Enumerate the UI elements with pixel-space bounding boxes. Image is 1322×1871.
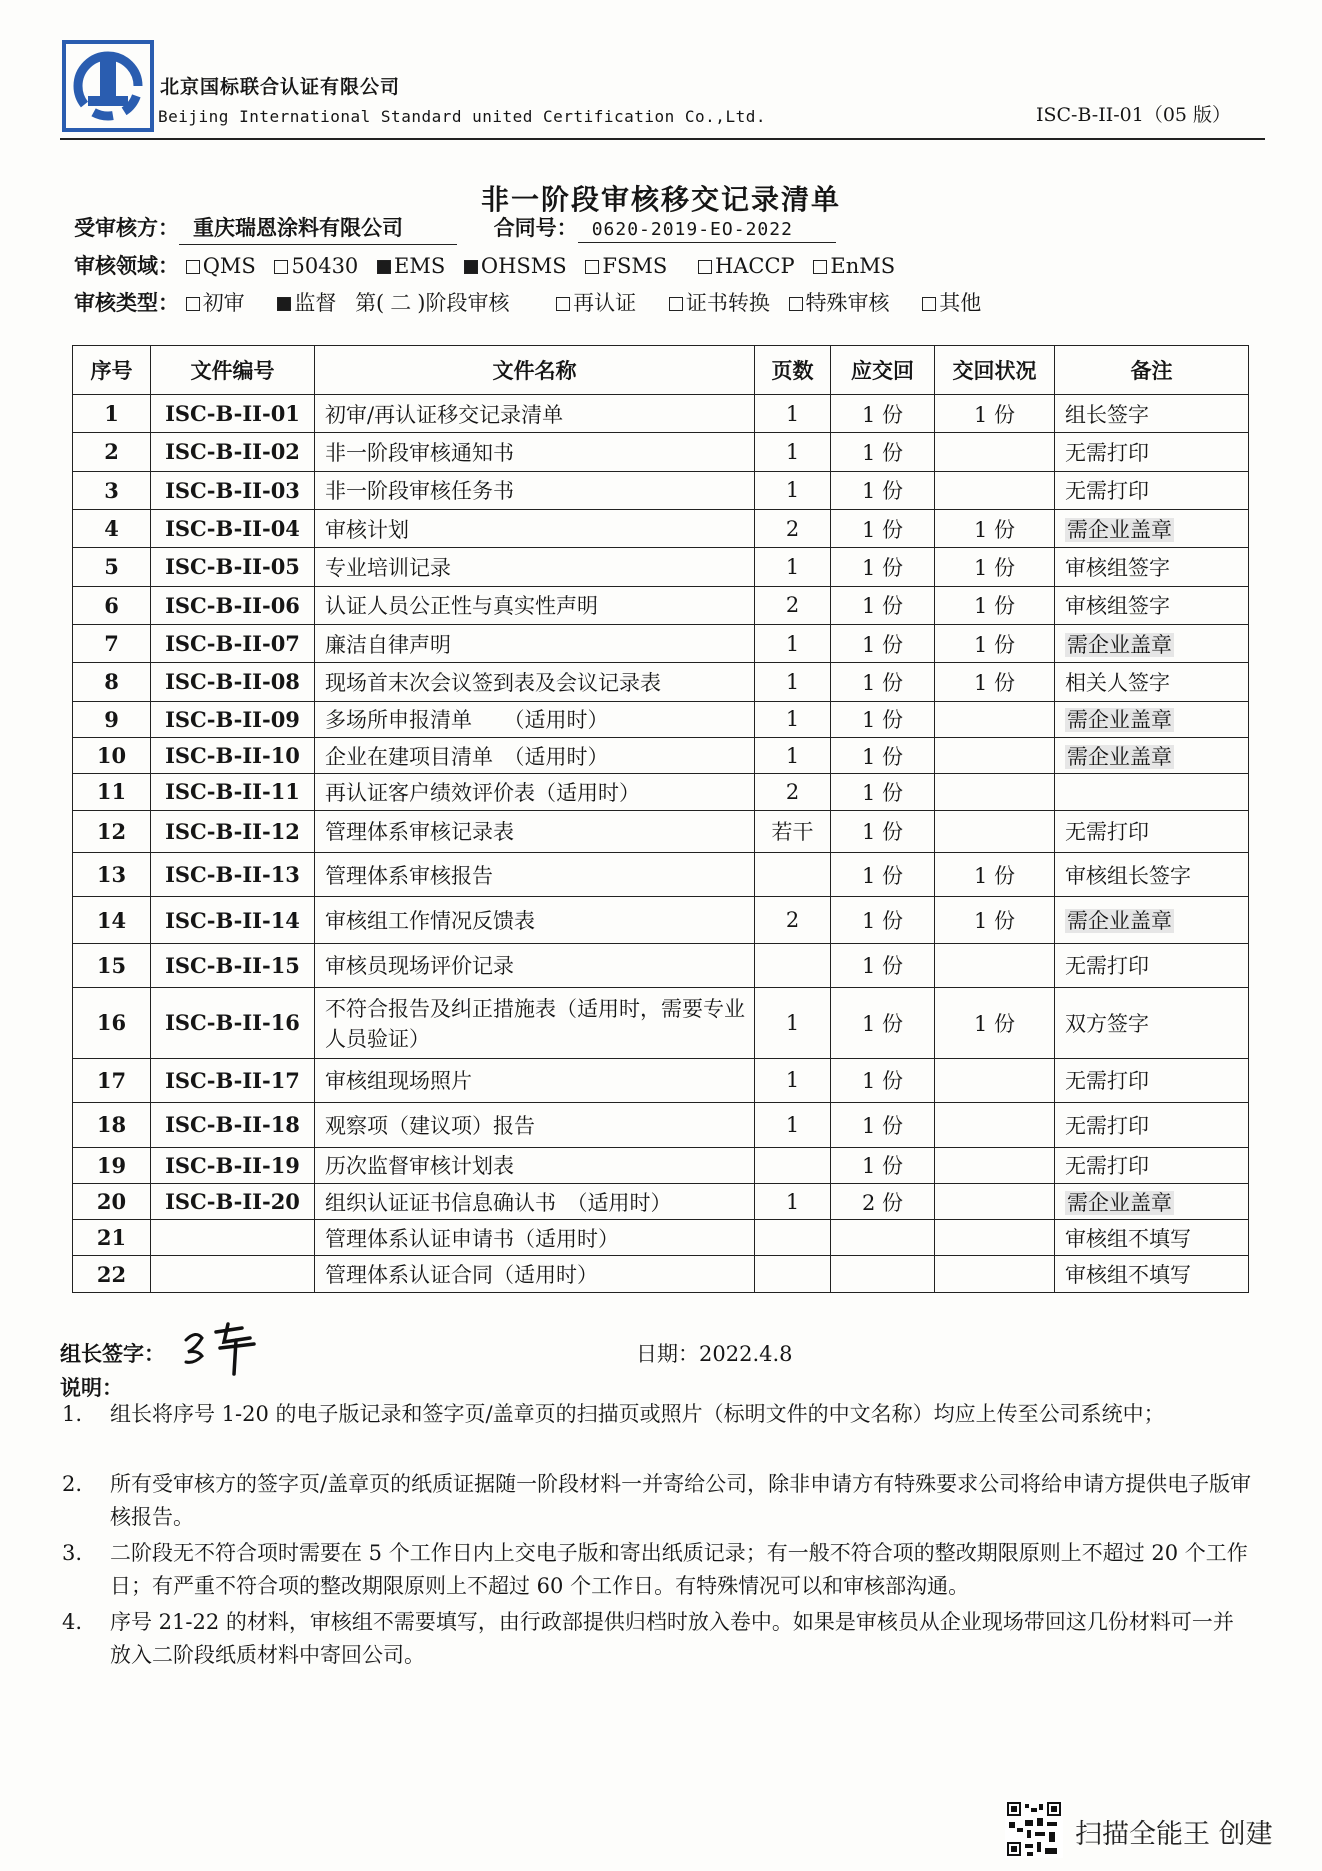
copies-due: 1 份 (831, 509, 935, 547)
file-name: 组织认证证书信息确认书 （适用时） (315, 1183, 755, 1219)
field-option-ems[interactable]: EMS (377, 254, 445, 278)
field-option-haccp[interactable]: HACCP (698, 254, 795, 278)
type-option-initial[interactable]: 初审 (186, 287, 245, 317)
page-count: 1 (755, 988, 831, 1059)
page-count: 1 (755, 433, 831, 471)
type-option-recert[interactable]: 再认证 (556, 287, 636, 317)
copies-returned: 1 份 (935, 395, 1055, 433)
handwritten-signature (180, 1318, 280, 1378)
file-code: ISC-B-II-07 (151, 624, 315, 662)
row-number: 3 (73, 471, 151, 509)
date-line (636, 1338, 793, 1368)
row-number: 9 (73, 701, 151, 737)
type-option-special[interactable]: 特殊审核 (789, 287, 890, 317)
row-number: 5 (73, 548, 151, 586)
type-option-surveillance[interactable]: 监督 (277, 287, 336, 317)
file-code: ISC-B-II-09 (151, 701, 315, 737)
date-value: 2022.4.8 (699, 1342, 793, 1366)
file-name: 管理体系认证合同（适用时） (315, 1256, 755, 1293)
page-count (755, 943, 831, 987)
file-name: 初审/再认证移交记录清单 (315, 395, 755, 433)
copies-due: 1 份 (831, 471, 935, 509)
company-name-cn: 北京国标联合认证有限公司 (160, 76, 401, 98)
note-item: 2. 所有受审核方的签字页/盖章页的纸质证据随一阶段材料一并寄给公司，除非申请方有特殊要求公司将给申请方提供电子版审核报告。 (62, 1472, 1252, 1529)
copies-returned (935, 1103, 1055, 1147)
row-number: 10 (73, 737, 151, 773)
table-header-row (73, 346, 1249, 395)
page-count: 1 (755, 663, 831, 701)
table-row (73, 471, 1249, 509)
table-row (73, 774, 1249, 810)
remark: 无需打印 (1055, 1147, 1249, 1183)
auditee-line (74, 212, 836, 245)
remark: 审核组不填写 (1055, 1256, 1249, 1293)
page-count: 1 (755, 624, 831, 662)
file-code: ISC-B-II-17 (151, 1058, 315, 1102)
table-row (73, 586, 1249, 624)
copies-due: 1 份 (831, 624, 935, 662)
remark: 需企业盖章 (1055, 624, 1249, 662)
table-row (73, 509, 1249, 547)
remark: 审核组签字 (1055, 586, 1249, 624)
document-list-table (72, 345, 1249, 1293)
copies-due: 1 份 (831, 663, 935, 701)
remark: 审核组不填写 (1055, 1220, 1249, 1256)
file-name: 多场所申报清单 （适用时） (315, 701, 755, 737)
page-count (755, 1220, 831, 1256)
file-name: 管理体系审核记录表 (315, 810, 755, 852)
header-name: 文件名称 (315, 346, 755, 395)
checkbox-checked-icon (377, 260, 391, 274)
auditee-label: 受审核方： (74, 215, 179, 240)
field-option-ohsms[interactable]: OHSMS (464, 254, 567, 278)
copies-returned (935, 1147, 1055, 1183)
table-row (73, 852, 1249, 896)
remark: 审核组签字 (1055, 548, 1249, 586)
checkbox-icon (698, 260, 712, 274)
header-note: 备注 (1055, 346, 1249, 395)
remark: 需企业盖章 (1055, 509, 1249, 547)
file-code: ISC-B-II-16 (151, 988, 315, 1059)
audit-fields-line (74, 250, 907, 280)
auditee-value: 重庆瑞恩涂料有限公司 (179, 212, 457, 245)
file-code: ISC-B-II-05 (151, 548, 315, 586)
file-code: ISC-B-II-15 (151, 943, 315, 987)
header-pages: 页数 (755, 346, 831, 395)
header-code: 文件编号 (151, 346, 315, 395)
remark: 无需打印 (1055, 1103, 1249, 1147)
table-body (73, 395, 1249, 1293)
file-name: 审核组工作情况反馈表 (315, 897, 755, 943)
header-no: 序号 (73, 346, 151, 395)
copies-due (831, 1220, 935, 1256)
row-number: 20 (73, 1183, 151, 1219)
remark: 无需打印 (1055, 943, 1249, 987)
remark: 无需打印 (1055, 433, 1249, 471)
copies-returned: 1 份 (935, 586, 1055, 624)
leader-signature-label: 组长签字： (60, 1341, 165, 1366)
file-name: 现场首末次会议签到表及会议记录表 (315, 663, 755, 701)
page-count: 2 (755, 586, 831, 624)
table-row (73, 1147, 1249, 1183)
remark: 需企业盖章 (1055, 737, 1249, 773)
copies-returned: 1 份 (935, 988, 1055, 1059)
table-row (73, 433, 1249, 471)
scanner-watermark: 扫描全能王 创建 (1075, 1819, 1273, 1850)
page-count: 1 (755, 471, 831, 509)
row-number: 11 (73, 774, 151, 810)
table-row (73, 1256, 1249, 1293)
file-name: 非一阶段审核任务书 (315, 471, 755, 509)
copies-returned (935, 1256, 1055, 1293)
file-name: 非一阶段审核通知书 (315, 433, 755, 471)
row-number: 2 (73, 433, 151, 471)
note-item: 1. 组长将序号 1-20 的电子版记录和签字页/盖章页的扫描页或照片（标明文件的中文名称）均应上传至公司系统中； (62, 1402, 1165, 1426)
copies-due: 1 份 (831, 943, 935, 987)
file-code: ISC-B-II-12 (151, 810, 315, 852)
row-number: 4 (73, 509, 151, 547)
copies-returned: 1 份 (935, 509, 1055, 547)
copies-due: 1 份 (831, 548, 935, 586)
copies-returned (935, 1183, 1055, 1219)
file-code: ISC-B-II-18 (151, 1103, 315, 1147)
notes-label: 说明： (60, 1375, 123, 1400)
page-count: 2 (755, 897, 831, 943)
remark: 无需打印 (1055, 810, 1249, 852)
field-option-qms[interactable]: QMS (186, 254, 256, 278)
row-number: 15 (73, 943, 151, 987)
company-name-en: Beijing International Standard united Certification Co.,Ltd. (158, 107, 766, 126)
file-code: ISC-B-II-06 (151, 586, 315, 624)
remark (1055, 774, 1249, 810)
row-number: 6 (73, 586, 151, 624)
file-name: 管理体系认证申请书（适用时） (315, 1220, 755, 1256)
checkbox-icon (186, 260, 200, 274)
file-code: ISC-B-II-13 (151, 852, 315, 896)
file-code: ISC-B-II-01 (151, 395, 315, 433)
page-count (755, 1256, 831, 1293)
table-row (73, 737, 1249, 773)
file-code: ISC-B-II-02 (151, 433, 315, 471)
remark: 双方签字 (1055, 988, 1249, 1059)
row-number: 22 (73, 1256, 151, 1293)
table-row (73, 624, 1249, 662)
qr-code-icon (1005, 1800, 1063, 1858)
page-count: 1 (755, 395, 831, 433)
remark: 需企业盖章 (1055, 1183, 1249, 1219)
copies-returned (935, 810, 1055, 852)
file-name: 专业培训记录 (315, 548, 755, 586)
row-number: 14 (73, 897, 151, 943)
copies-returned (935, 1058, 1055, 1102)
row-number: 1 (73, 395, 151, 433)
table-row (73, 1058, 1249, 1102)
file-name: 认证人员公正性与真实性声明 (315, 586, 755, 624)
table-row (73, 810, 1249, 852)
copies-returned (935, 737, 1055, 773)
checkbox-icon (186, 297, 200, 311)
copies-due: 1 份 (831, 395, 935, 433)
note-item: 4. 序号 21-22 的材料，审核组不需要填写，由行政部提供归档时放入卷中。如果是审核员从企业现场带回这几份材料可一并放入二阶段纸质材料中寄回公司。 (62, 1610, 1234, 1667)
file-name: 观察项（建议项）报告 (315, 1103, 755, 1147)
file-code (151, 1220, 315, 1256)
file-code: ISC-B-II-03 (151, 471, 315, 509)
document-title: 非一阶段审核移交记录清单 (480, 183, 841, 216)
contract-label: 合同号： (493, 215, 578, 240)
copies-due: 1 份 (831, 737, 935, 773)
file-name: 审核计划 (315, 509, 755, 547)
company-logo-icon (62, 40, 154, 132)
copies-due: 1 份 (831, 1103, 935, 1147)
copies-returned: 1 份 (935, 548, 1055, 586)
copies-due: 1 份 (831, 586, 935, 624)
row-number: 8 (73, 663, 151, 701)
copies-returned: 1 份 (935, 852, 1055, 896)
remark: 相关人签字 (1055, 663, 1249, 701)
file-code: ISC-B-II-20 (151, 1183, 315, 1219)
table-row (73, 548, 1249, 586)
table-row (73, 943, 1249, 987)
table-row (73, 701, 1249, 737)
page-count: 1 (755, 1103, 831, 1147)
checkbox-icon (789, 297, 803, 311)
copies-returned: 1 份 (935, 897, 1055, 943)
table-row (73, 988, 1249, 1059)
checkbox-icon (669, 297, 683, 311)
row-number: 12 (73, 810, 151, 852)
field-option-fsms[interactable]: FSMS (585, 254, 667, 278)
table-row (73, 1220, 1249, 1256)
copies-due (831, 1256, 935, 1293)
contract-value: 0620-2019-EO-2022 (578, 219, 836, 243)
file-name: 管理体系审核报告 (315, 852, 755, 896)
header-divider (60, 138, 1265, 140)
copies-returned (935, 701, 1055, 737)
header-returned: 交回状况 (935, 346, 1055, 395)
copies-due: 1 份 (831, 1058, 935, 1102)
table-row (73, 1183, 1249, 1219)
table-row (73, 395, 1249, 433)
copies-due: 1 份 (831, 988, 935, 1059)
checkbox-icon (813, 260, 827, 274)
row-number: 7 (73, 624, 151, 662)
remark: 无需打印 (1055, 471, 1249, 509)
page-count: 2 (755, 509, 831, 547)
form-code: ISC-B-II-01（05 版） (1036, 104, 1232, 126)
file-code: ISC-B-II-14 (151, 897, 315, 943)
row-number: 19 (73, 1147, 151, 1183)
row-number: 18 (73, 1103, 151, 1147)
copies-returned (935, 471, 1055, 509)
audit-fields-label: 审核领域： (74, 253, 179, 278)
copies-due: 1 份 (831, 1147, 935, 1183)
remark: 组长签字 (1055, 395, 1249, 433)
table-row (73, 897, 1249, 943)
file-name: 审核员现场评价记录 (315, 943, 755, 987)
file-name: 企业在建项目清单 （适用时） (315, 737, 755, 773)
copies-returned (935, 433, 1055, 471)
file-code: ISC-B-II-10 (151, 737, 315, 773)
remark: 需企业盖章 (1055, 701, 1249, 737)
page-count: 1 (755, 737, 831, 773)
header-due: 应交回 (831, 346, 935, 395)
audit-type-line (74, 287, 993, 317)
copies-due: 1 份 (831, 897, 935, 943)
field-option-enms[interactable]: EnMS (813, 254, 895, 278)
page-count (755, 1147, 831, 1183)
copies-due: 2 份 (831, 1183, 935, 1219)
table-row (73, 663, 1249, 701)
audit-type-label: 审核类型： (74, 290, 179, 315)
checkbox-checked-icon (277, 297, 291, 311)
type-option-transfer[interactable]: 证书转换 (669, 287, 770, 317)
copies-returned (935, 774, 1055, 810)
checkbox-icon (922, 297, 936, 311)
file-name: 审核组现场照片 (315, 1058, 755, 1102)
checkbox-icon (556, 297, 570, 311)
page-count: 1 (755, 701, 831, 737)
note-item: 3. 二阶段无不符合项时需要在 5 个工作日内上交电子版和寄出纸质记录；有一般不符合项的整改期限原则上不超过 20 个工作日；有严重不符合项的整改期限原则上不超过 60 个工作日。有特殊情况可以和审核部沟通。 (62, 1541, 1248, 1598)
field-option-50430[interactable]: 50430 (274, 254, 358, 278)
row-number: 13 (73, 852, 151, 896)
page-count: 2 (755, 774, 831, 810)
table-row (73, 1103, 1249, 1147)
page-count: 1 (755, 1058, 831, 1102)
file-code: ISC-B-II-19 (151, 1147, 315, 1183)
copies-due: 1 份 (831, 701, 935, 737)
file-code (151, 1256, 315, 1293)
file-code: ISC-B-II-08 (151, 663, 315, 701)
row-number: 16 (73, 988, 151, 1059)
remark: 需企业盖章 (1055, 897, 1249, 943)
checkbox-icon (274, 260, 288, 274)
date-label: 日期： (636, 1342, 699, 1366)
page-count: 若干 (755, 810, 831, 852)
file-name: 不符合报告及纠正措施表（适用时，需要专业人员验证） (315, 988, 755, 1059)
stage-value: 二 (390, 291, 412, 315)
copies-due: 1 份 (831, 810, 935, 852)
remark: 无需打印 (1055, 1058, 1249, 1102)
copies-returned (935, 943, 1055, 987)
copies-returned: 1 份 (935, 624, 1055, 662)
copies-due: 1 份 (831, 852, 935, 896)
row-number: 21 (73, 1220, 151, 1256)
file-code: ISC-B-II-11 (151, 774, 315, 810)
checkbox-icon (585, 260, 599, 274)
copies-due: 1 份 (831, 433, 935, 471)
file-name: 再认证客户绩效评价表（适用时） (315, 774, 755, 810)
copies-returned (935, 1220, 1055, 1256)
copies-returned: 1 份 (935, 663, 1055, 701)
checkbox-checked-icon (464, 260, 478, 274)
page-count (755, 852, 831, 896)
remark: 审核组长签字 (1055, 852, 1249, 896)
stage-text: 第( 二 )阶段审核 (355, 291, 510, 315)
file-name: 廉洁自律声明 (315, 624, 755, 662)
row-number: 17 (73, 1058, 151, 1102)
file-code: ISC-B-II-04 (151, 509, 315, 547)
page-count: 1 (755, 1183, 831, 1219)
page-count: 1 (755, 548, 831, 586)
file-name: 历次监督审核计划表 (315, 1147, 755, 1183)
type-option-other[interactable]: 其他 (922, 287, 981, 317)
copies-due: 1 份 (831, 774, 935, 810)
